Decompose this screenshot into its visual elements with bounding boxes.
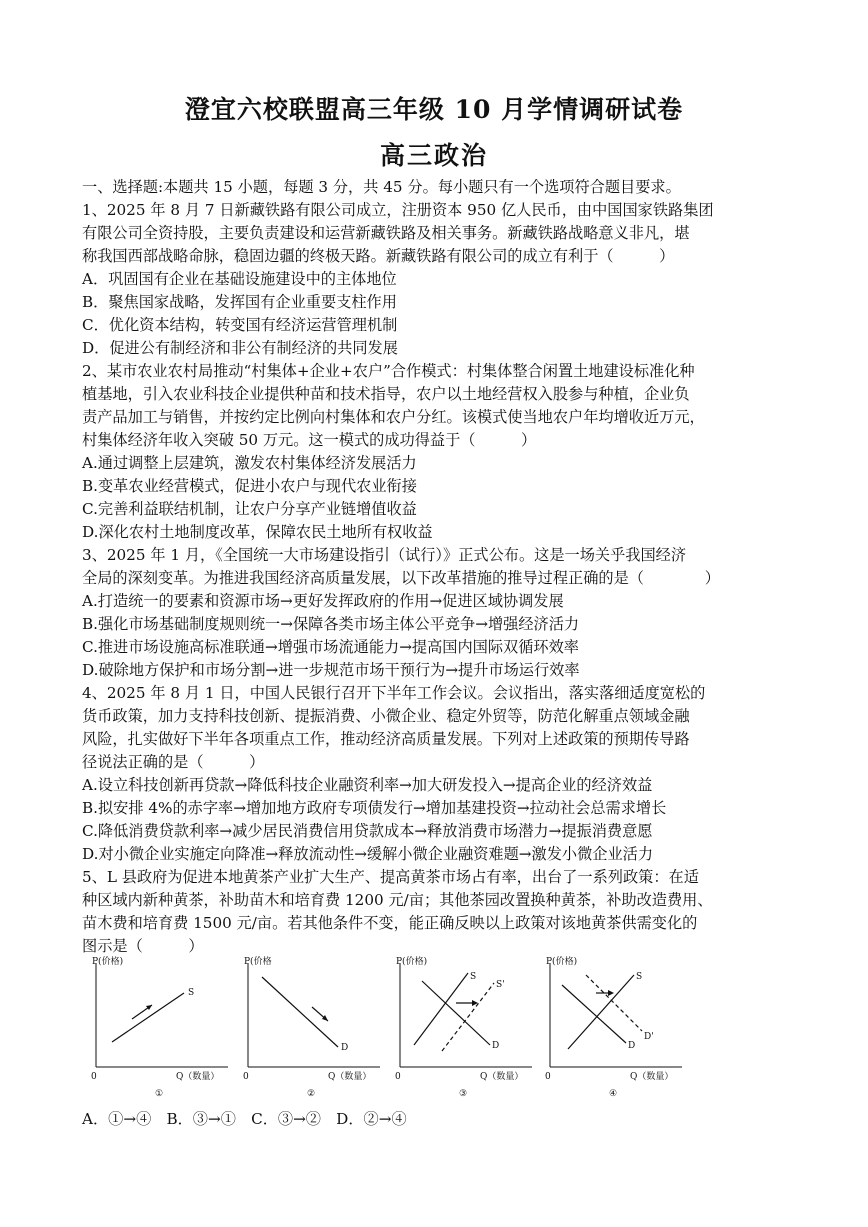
option-line: C．优化资本结构，转变国有经济运营管理机制: [82, 316, 398, 334]
x-axis-label: Q（数量）: [176, 1072, 220, 1082]
option-line: D.深化农村土地制度改革，保障农民土地所有权收益: [82, 523, 433, 541]
y-axis-label: P(价格): [396, 957, 428, 967]
supply-demand-graph-2: [240, 955, 390, 1100]
text-line: 5、L 县政府为促进本地黄茶产业扩大生产、提高黄茶市场占有率，出台了一系列政策：在适: [82, 868, 699, 886]
supply-demand-graph-1: [88, 955, 238, 1100]
option-line: C.推进市场设施高标准联通→增强市场流通能力→提高国内国际双循环效率: [82, 638, 579, 656]
text-line: 有限公司全资持股，主要负责建设和运营新藏铁路及相关事务。新藏铁路战略意义非凡，堪: [82, 224, 690, 242]
text-line: 种区域内新种黄茶，补助苗木和培育费 1200 元/亩；其他茶园改置换种黄茶，补助改造费用、: [82, 891, 713, 909]
y-axis-label: P(价格): [92, 957, 124, 967]
option-line: B.拟安排 4%的赤字率→增加地方政府专项债发行→增加基建投资→拉动社会总需求增长: [82, 799, 667, 817]
curve-label-s-prime: S': [496, 980, 505, 990]
x-axis-label: Q（数量）: [480, 1072, 524, 1082]
text-line: 苗木费和培育费 1500 元/亩。若其他条件不变，能正确反映以上政策对该地黄茶供需变化的: [82, 914, 698, 932]
text-line: 图示是（ ）: [82, 937, 204, 955]
curve-label-d-prime: D': [644, 1032, 654, 1042]
exam-subtitle: 高三政治: [379, 141, 488, 170]
text-line: 植基地，引入农业科技企业提供种苗和技术指导，农户以土地经营权入股参与种植，企业负: [82, 385, 690, 403]
option-line: B．聚焦国家战略，发挥国有企业重要支柱作用: [82, 293, 397, 311]
text-line: 村集体经济年收入突破 50 万元。这一模式的成功得益于（ ）: [82, 431, 537, 449]
option-line: D．促进公有制经济和非公有制经济的共同发展: [82, 339, 398, 357]
text-line: 货币政策，加力支持科技创新、提振消费、小微企业、稳定外贸等，防范化解重点领域金融: [82, 707, 690, 725]
x-axis-label: Q（数量）: [328, 1072, 372, 1082]
origin-label: 0: [545, 1072, 551, 1082]
text-line: 3、2025 年 1 月，《全国统一大市场建设指引（试行）》正式公布。这是一场关乎我国经济: [82, 546, 687, 564]
exam-title: 澄宜六校联盟高三年级 10 月学情调研试卷: [184, 95, 684, 124]
answer-options: A．①→④ B．③→① C．③→② D．②→④: [82, 1110, 407, 1128]
text-line: 责产品加工与销售，并按约定比例向村集体和农户分红。该模式使当地农户年均增收近万元，: [82, 408, 705, 426]
text-line: 径说法正确的是（ ）: [82, 753, 265, 771]
text-line: 全局的深刻变革。为推进我国经济高质量发展，以下改革措施的推导过程正确的是（ ）: [82, 569, 720, 587]
origin-label: 0: [91, 1072, 97, 1082]
supply-demand-graph-4: [542, 955, 692, 1100]
option-line: A.通过调整上层建筑，激发农村集体经济发展活力: [82, 454, 417, 472]
text-line: 4、2025 年 8 月 1 日，中国人民银行召开下半年工作会议。会议指出，落实落细适度宽松的: [82, 684, 706, 702]
option-line: D.对小微企业实施定向降准→释放流动性→缓解小微企业融资难题→激发小微企业活力: [82, 845, 654, 863]
option-line: B.强化市场基础制度规则统一→保障各类市场主体公平竞争→增强经济活力: [82, 615, 580, 633]
y-axis-label: P(价格: [244, 957, 272, 967]
y-axis-label: P(价格): [546, 957, 578, 967]
x-axis-label: Q（数量）: [630, 1072, 674, 1082]
origin-label: 0: [395, 1072, 401, 1082]
graph-number: ②: [307, 1089, 316, 1099]
graph-number: ④: [609, 1089, 618, 1099]
graph-number: ③: [459, 1089, 468, 1099]
curve-label-d: D: [628, 1041, 636, 1051]
curve-label-s: S: [188, 988, 195, 998]
text-line: 风险，扎实做好下半年各项重点工作，推动经济高质量发展。下列对上述政策的预期传导路: [82, 730, 690, 748]
option-line: C.降低消费贷款利率→减少居民消费信用贷款成本→释放消费市场潜力→提振消费意愿: [82, 822, 653, 840]
text-line: 一、选择题:本题共 15 小题，每题 3 分，共 45 分。每小题只有一个选项符合题目要求。: [82, 178, 681, 196]
supply-demand-graph-3: [392, 955, 542, 1100]
option-line: C.完善利益联结机制，让农户分享产业链增值收益: [82, 500, 417, 518]
option-line: A．巩固国有企业在基础设施建设中的主体地位: [82, 270, 397, 288]
text-line: 称我国西部战略命脉，稳固边疆的终极天路。新藏铁路有限公司的成立有利于（ ）: [82, 247, 675, 265]
option-line: A.设立科技创新再贷款→降低科技企业融资利率→加大研发投入→提高企业的经济效益: [82, 776, 653, 794]
curve-label-d: D: [341, 1043, 349, 1053]
text-line: 2、某市农业农村局推动“村集体+企业+农户”合作模式：村集体整合闲置土地建设标准化种: [82, 362, 695, 380]
curve-label-d: D: [492, 1041, 500, 1051]
graph-number: ①: [155, 1089, 164, 1099]
option-line: B.变革农业经营模式，促进小农户与现代农业衔接: [82, 477, 417, 495]
curve-label-s: S: [470, 972, 477, 982]
text-line: 1、2025 年 8 月 7 日新藏铁路有限公司成立，注册资本 950 亿人民币，由中国国家铁路集团: [82, 201, 714, 219]
origin-label: 0: [243, 1072, 249, 1082]
option-line: A.打造统一的要素和资源市场→更好发挥政府的作用→促进区域协调发展: [82, 592, 564, 610]
option-line: D.破除地方保护和市场分割→进一步规范市场干预行为→提升市场运行效率: [82, 661, 580, 679]
curve-label-s: S: [636, 972, 643, 982]
